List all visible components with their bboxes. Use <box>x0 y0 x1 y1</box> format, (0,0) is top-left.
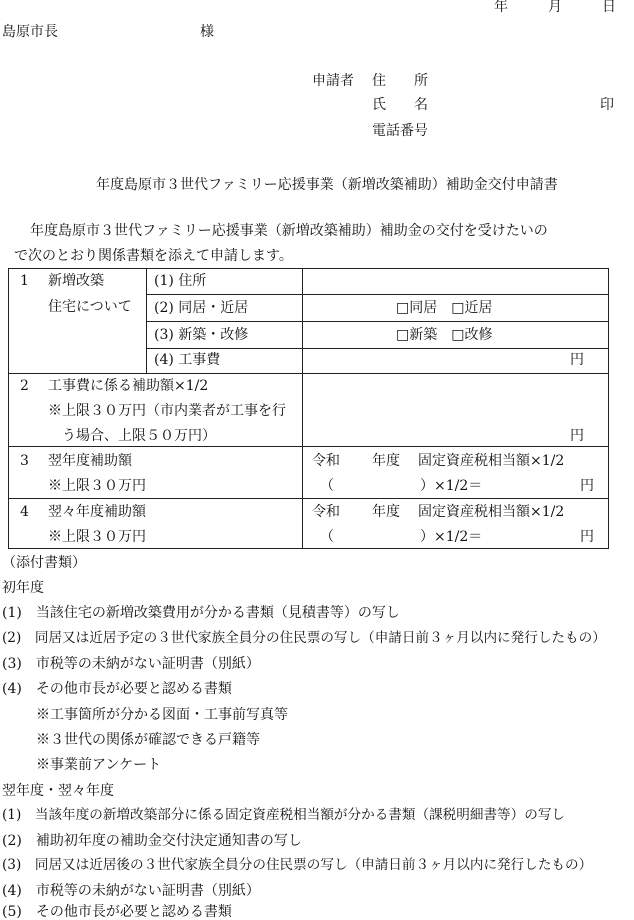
attachments-heading: （添付書類） <box>2 555 86 571</box>
row1-label-line1: 新増改築 <box>48 273 104 289</box>
applicant-label: 申請者 <box>312 73 354 89</box>
build-type-checkboxes[interactable]: □新築 □改修 <box>396 327 493 343</box>
following-years-heading: 翌年度・翌々年度 <box>2 783 114 799</box>
row4-formula-label: 固定資産税相当額×1/2 <box>418 504 565 520</box>
row2-line2: ※上限３０万円（市内業者が工事を行 <box>48 403 286 419</box>
row3-line1: 翌年度補助額 <box>48 453 132 469</box>
row4-line2: ※上限３０万円 <box>48 529 146 545</box>
row1-sub4-label: (4) 工事費 <box>154 352 221 368</box>
row1-sub3-label: (3) 新築・改修 <box>154 327 249 343</box>
following-years-item-3: (3) 同居又は近居後の３世代家族全員分の住民票の写し（申請日前３ヶ月以内に発行したもの） <box>2 857 593 873</box>
application-table <box>8 268 608 548</box>
table-border-top <box>8 268 608 269</box>
row3-formula-label: 固定資産税相当額×1/2 <box>418 453 565 469</box>
row4-era: 令和 <box>312 504 340 520</box>
addressee: 島原市長 <box>2 24 58 40</box>
first-year-subitem-1: ※工事箇所が分かる図面・工事前写真等 <box>36 707 288 723</box>
row3-formula-tail: ）×1/2＝ <box>420 478 483 494</box>
row3-number: 3 <box>20 453 29 469</box>
table-line-row2 <box>8 446 608 447</box>
row3-era: 令和 <box>312 453 340 469</box>
row2-line3: う場合、上限５０万円） <box>62 428 216 444</box>
cohabit-checkboxes[interactable]: □同居 □近居 <box>396 300 493 316</box>
row4-paren-open: （ <box>320 529 334 545</box>
name-label: 氏 名 <box>372 97 428 113</box>
table-line-value-divider <box>302 268 303 549</box>
table-border-left <box>8 268 9 549</box>
row4-unit: 円 <box>580 529 594 545</box>
row2-number: 2 <box>20 378 29 394</box>
date-line <box>494 0 616 14</box>
row2-line1: 工事費に係る補助額×1/2 <box>48 378 209 394</box>
table-border-right <box>608 268 609 549</box>
first-year-subitem-2: ※３世代の関係が確認できる戸籍等 <box>36 732 260 748</box>
row4-fiscal: 年度 <box>372 504 400 520</box>
document-title: 年度島原市３世代ファミリー応援事業（新増改築補助）補助金交付申請書 <box>96 177 558 193</box>
row1-sub1-label: (1) 住所 <box>154 273 207 289</box>
row4-line1: 翌々年度補助額 <box>48 504 146 520</box>
first-year-subitem-3: ※事業前アンケート <box>36 757 162 773</box>
row1-sub2-label: (2) 同居・近居 <box>154 300 249 316</box>
following-years-item-1: (1) 当該年度の新増改築部分に係る固定資産税相当額が分かる書類（課税明細書等）の写し <box>2 807 566 823</box>
row2-unit: 円 <box>570 428 584 444</box>
first-year-item-2: (2) 同居又は近居予定の３世代家族全員分の住民票の写し（申請日前３ヶ月以内に発行したもの） <box>2 630 606 646</box>
table-line-row3 <box>8 498 608 499</box>
first-year-item-3: (3) 市税等の未納がない証明書（別紙） <box>2 656 260 672</box>
following-years-item-5: (5) その他市長が必要と認める書類 <box>2 904 232 920</box>
date-month-label: 月 <box>548 0 562 15</box>
honorific: 様 <box>200 24 214 40</box>
row1-number: 1 <box>20 273 29 289</box>
row3-paren-open: （ <box>320 478 334 494</box>
table-line-sub1 <box>146 294 608 295</box>
first-year-item-1: (1) 当該住宅の新増改築費用が分かる書類（見積書等）の写し <box>2 605 400 621</box>
following-years-item-4: (4) 市税等の未納がない証明書（別紙） <box>2 883 260 899</box>
row3-unit: 円 <box>580 478 594 494</box>
address-label: 住 所 <box>372 73 428 89</box>
table-line-sub2 <box>146 321 608 322</box>
row4-formula-tail: ）×1/2＝ <box>420 529 483 545</box>
date-year-label: 年 <box>494 0 508 15</box>
phone-label: 電話番号 <box>372 123 428 139</box>
construction-cost-unit: 円 <box>570 352 584 368</box>
intro-line-1: 年度島原市３世代ファミリー応援事業（新増改築補助）補助金の交付を受けたいの <box>30 223 548 239</box>
row4-number: 4 <box>20 504 29 520</box>
first-year-item-4: (4) その他市長が必要と認める書類 <box>2 681 232 697</box>
table-line-sub3 <box>146 348 608 349</box>
table-border-bottom <box>8 548 608 549</box>
following-years-item-2: (2) 補助初年度の補助金交付決定通知書の写し <box>2 833 302 849</box>
intro-line-2: で次のとおり関係書類を添えて申請します。 <box>14 248 293 264</box>
row3-fiscal: 年度 <box>372 453 400 469</box>
table-line-sub-divider <box>146 268 147 374</box>
row1-label-line2: 住宅について <box>48 299 132 315</box>
date-day-label: 日 <box>602 0 616 15</box>
row3-line2: ※上限３０万円 <box>48 478 146 494</box>
table-line-row1 <box>8 373 608 374</box>
first-year-heading: 初年度 <box>2 580 44 596</box>
seal-mark: 印 <box>600 97 614 113</box>
